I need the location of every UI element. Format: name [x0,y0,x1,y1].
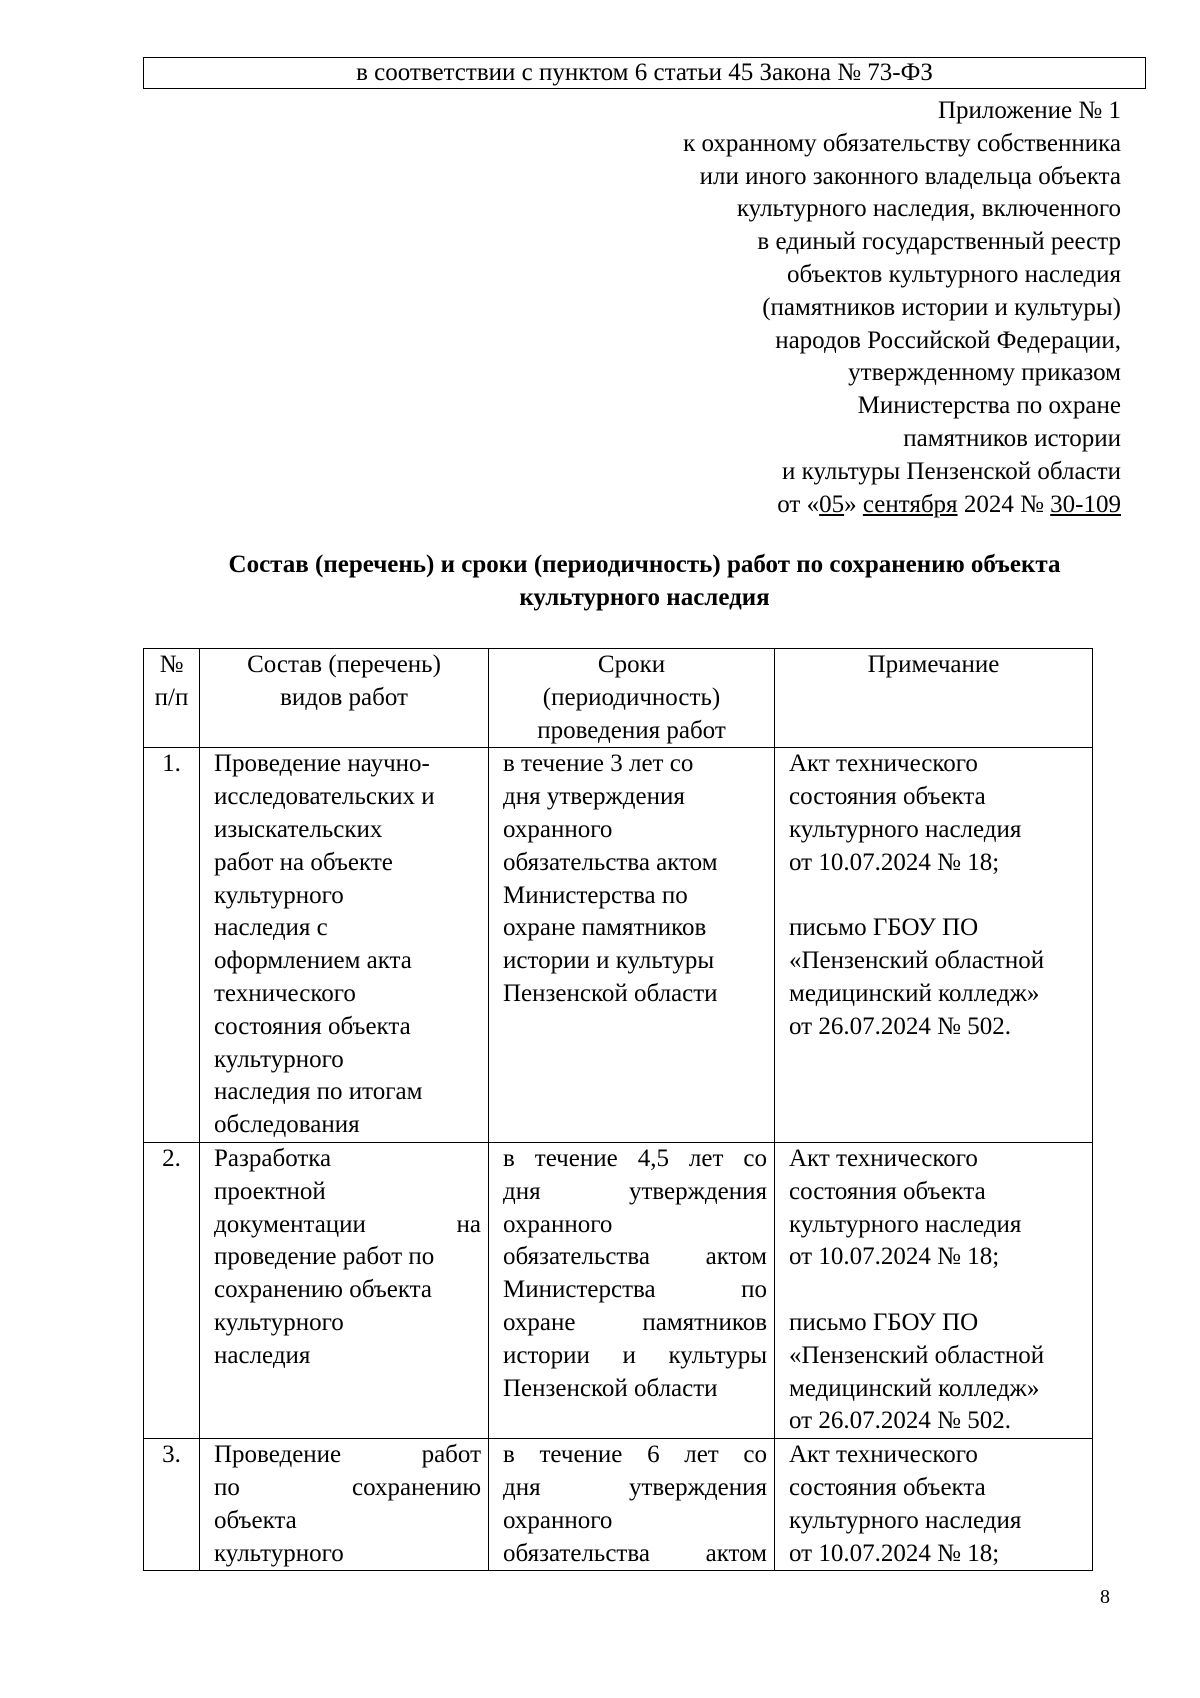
header-num: № п/п [144,649,200,748]
appendix-line: (памятников истории и культуры) [762,293,1121,321]
appendix-line: к охранному обязательству собственника [683,129,1121,157]
note-cell: Акт технического состояния объекта культурного наследия от 10.07.2024 № 18; письмо ГБОУ ПО «Пензенский областной медицинский колледж» от 26.07.2024 № 502. [775,748,1093,1143]
appendix-line: памятников истории [903,424,1121,452]
appendix-line: культурного наследия, включенного [736,195,1121,223]
works-cell: Проведение работ по сохранению объекта культурного [200,1439,489,1571]
header-works: Состав (перечень) видов работ [200,649,489,748]
appendix-line: объектов культурного наследия [787,260,1121,288]
table-row [144,1142,1093,1438]
table-row [144,1439,1093,1571]
row-number: 1. [144,748,200,1143]
appendix-line: Приложение № 1 [937,97,1121,124]
terms-cell: в течение 6 лет со дня утверждения охранного обязательства актом [489,1439,775,1571]
appendix-line: в единый государственный реестр [757,228,1121,256]
order-day: 05 [819,490,845,518]
header-terms: Сроки (периодичность) проведения работ [489,649,775,748]
terms-cell: в течение 4,5 лет со дня утверждения охранного обязательства актом Министерства по охране памятников истории и культуры Пензенской области [489,1142,775,1438]
header-note: Примечание [775,649,1093,748]
appendix-line: утвержденному приказом [848,359,1121,387]
order-month: сентября [862,490,958,518]
appendix-line: Министерства по охране [857,392,1121,420]
appendix-line: и культуры Пензенской области [782,457,1121,485]
order-number: 30-109 [1050,490,1121,518]
works-cell: Проведение научно- исследовательских и изыскательских работ на объекте культурного наследия с оформлением акта технического состояния объекта культурного наследия по итогам обследования [200,748,489,1143]
document-title: Состав (перечень) и сроки (периодичность) работ по сохранению объекта культурного наследия [228,551,1061,611]
order-date-line: от «05» сентября 2024 № 30-109 [777,490,1121,518]
appendix-line: или иного законного владельца объекта [699,162,1121,190]
works-cell: Разработка проектной документации на проведение работ по сохранению объекта культурного наследия [200,1142,489,1438]
appendix-line: народов Российской Федерации, [775,326,1121,354]
table-header-row [144,649,1093,748]
works-table [143,648,1093,1571]
row-number: 3. [144,1439,200,1571]
table-row [144,748,1093,1143]
row-number: 2. [144,1142,200,1438]
appendix-block [421,95,1121,521]
note-cell: Акт технического состояния объекта культурного наследия от 10.07.2024 № 18; письмо ГБОУ ПО «Пензенский областной медицинский колледж» от 26.07.2024 № 502. [775,1142,1093,1438]
header-box: в соответствии с пунктом 6 статьи 45 Закона № 73-ФЗ [143,57,1146,89]
terms-cell: в течение 3 лет со дня утверждения охранного обязательства актом Министерства по охране памятников истории и культуры Пензенской области [489,748,775,1143]
note-cell: Акт технического состояния объекта культурного наследия от 10.07.2024 № 18; [775,1439,1093,1571]
page-number: 8 [1100,1586,1110,1608]
